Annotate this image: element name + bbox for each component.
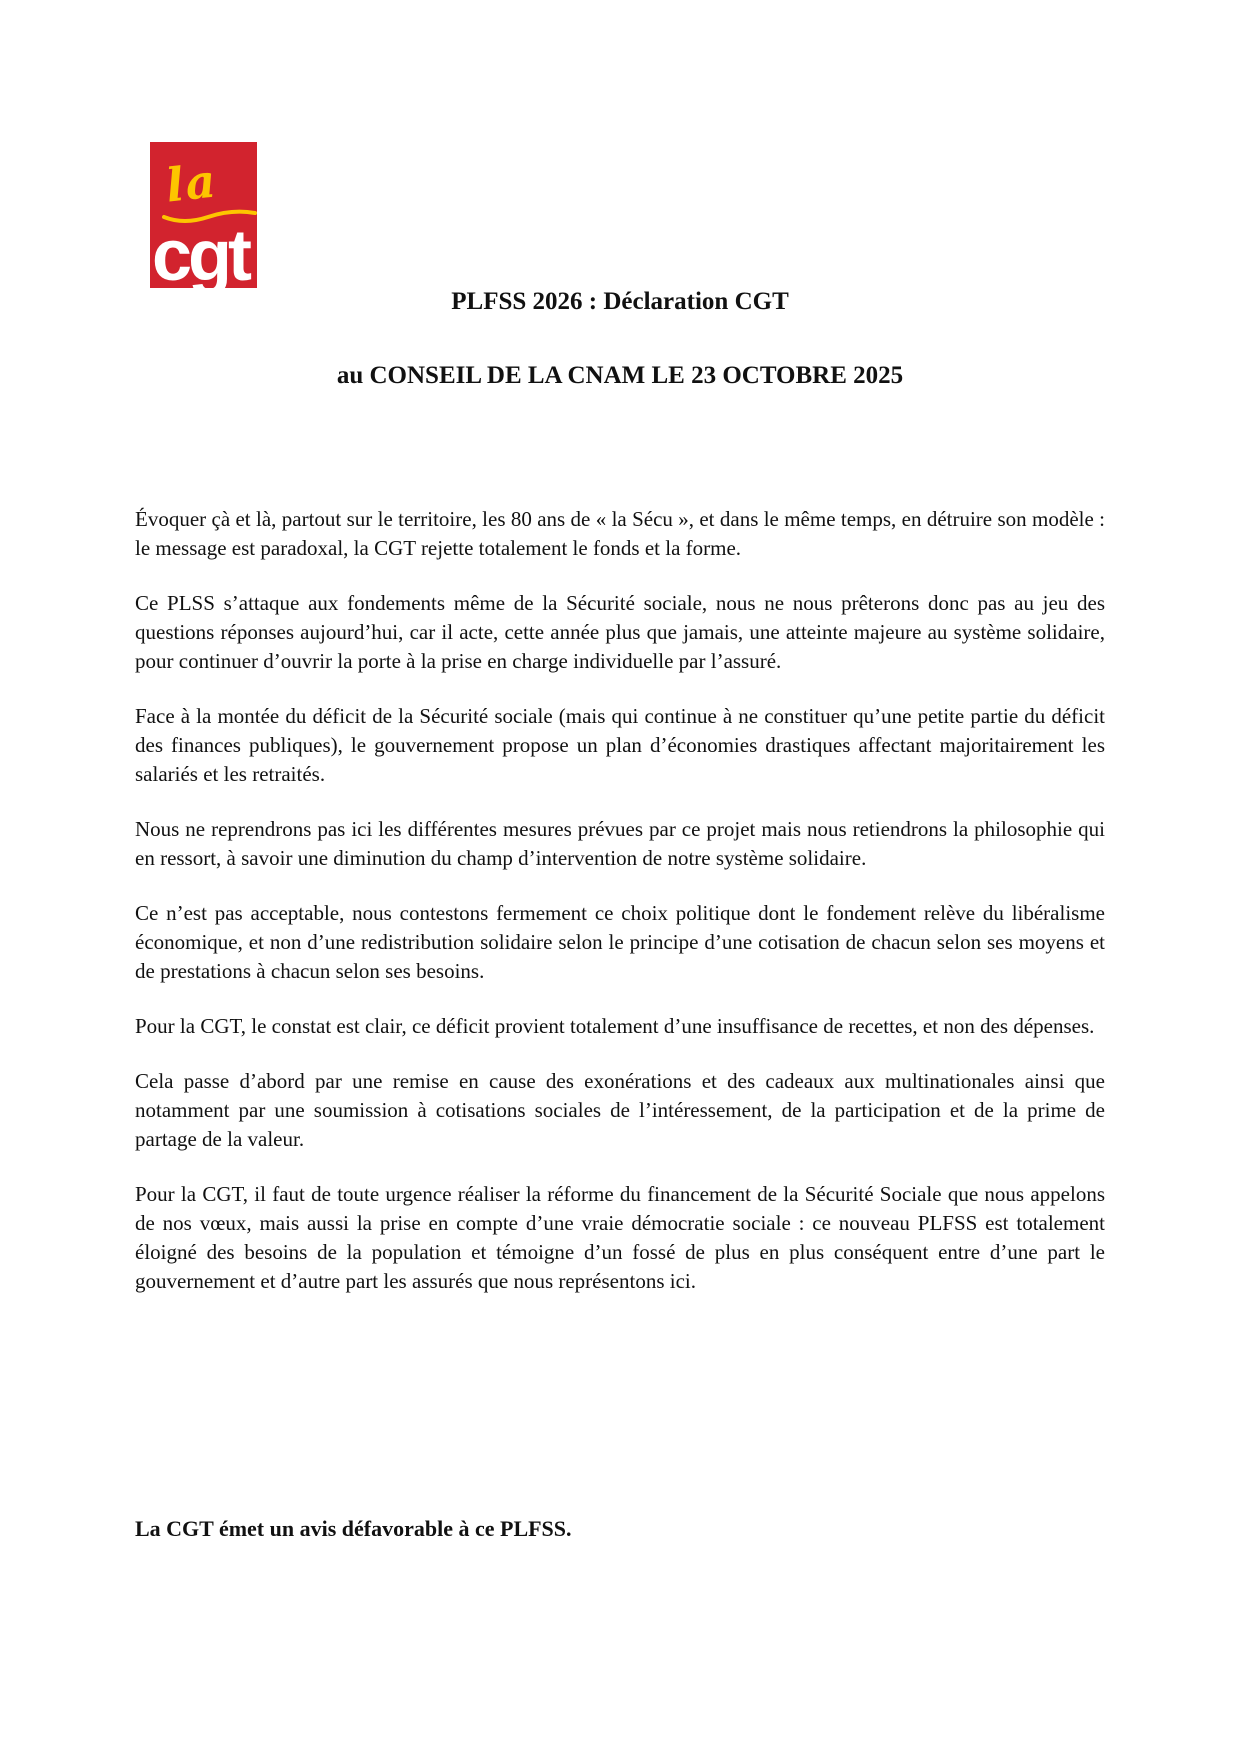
paragraph-7: Cela passe d’abord par une remise en cause des exonérations et des cadeaux aux multinationales ainsi que notamment par une soumission à cotisations sociales de l’intéressement, de la participation et de la prime de partage de la valeur. — [135, 1069, 1105, 1151]
logo-main-text: cgt — [152, 216, 248, 296]
paragraph-6: Pour la CGT, le constat est clair, ce déficit provient totalement d’une insuffisance de recettes, et non des dépenses. — [135, 1014, 1095, 1038]
paragraph-5: Ce n’est pas acceptable, nous contestons fermement ce choix politique dont le fondement relève du libéralisme économique, et non d’une redistribution solidaire selon le principe d’une cotisation de chacun selon ses moyens et de prestations à chacun selon ses besoins. — [135, 901, 1105, 983]
paragraph-8: Pour la CGT, il faut de toute urgence réaliser la réforme du financement de la Sécurité Sociale que nous appelons de nos vœux, mais aussi la prise en compte d’une vraie démocratie sociale : ce nouveau PLFSS est totalement éloigné des besoins de la population et témoigne d’un fossé de plus en plus conséquent entre d’une part le gouvernement et d’autre part les assurés que nous représentons ici. — [135, 1182, 1105, 1293]
document-content — [135, 0, 1105, 1322]
paragraph-4: Nous ne reprendrons pas ici les différentes mesures prévues par ce projet mais nous retiendrons la philosophie qui en ressort, à savoir une diminution du champ d’intervention de notre système solidaire. — [135, 817, 1105, 870]
paragraph-3: Face à la montée du déficit de la Sécurité sociale (mais qui continue à ne constituer qu’une petite partie du déficit des finances publiques), le gouvernement propose un plan d’économies drastiques affectant majoritairement les salariés et les retraités. — [135, 704, 1105, 786]
paragraph-1: Évoquer çà et là, partout sur le territoire, les 80 ans de « la Sécu », et dans le même temps, en détruire son modèle : le message est paradoxal, la CGT rejette totalement le fonds et la forme. — [135, 507, 1105, 560]
logo-script-text: la — [163, 153, 220, 213]
paragraph-2: Ce PLSS s’attaque aux fondements même de la Sécurité sociale, nous ne nous prêterons donc pas au jeu des questions réponses aujourd’hui, car il acte, cette année plus que jamais, une atteinte majeure au système solidaire, pour continuer d’ouvrir la porte à la prise en charge individuelle par l’assuré. — [135, 591, 1105, 673]
document-title: PLFSS 2026 : Déclaration CGT — [451, 288, 789, 315]
document-body — [135, 505, 1105, 1296]
document-subtitle: au CONSEIL DE LA CNAM LE 23 OCTOBRE 2025 — [336, 362, 904, 389]
conclusion-statement: La CGT émet un avis défavorable à ce PLFSS. — [135, 1516, 572, 1541]
